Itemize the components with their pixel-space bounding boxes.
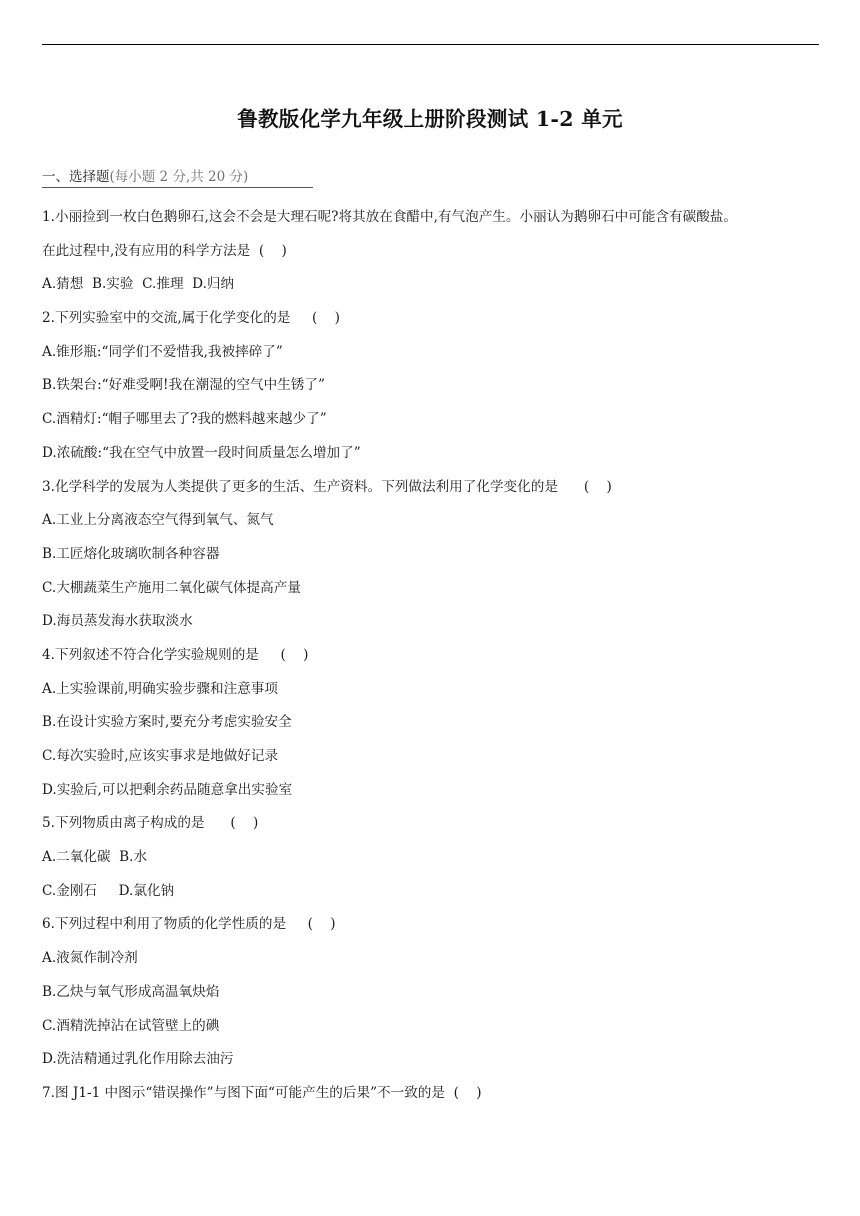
question-line: 3.化学科学的发展为人类提供了更多的生活、生产资料。下列做法利用了化学变化的是 ( ) bbox=[42, 478, 612, 495]
option-line: C.酒精洗掉沾在试管壁上的碘 bbox=[42, 1017, 220, 1034]
option-line: D.海员蒸发海水获取淡水 bbox=[42, 613, 193, 630]
question-line: 6.下列过程中利用了物质的化学性质的是 ( ) bbox=[42, 916, 336, 933]
option-line: C.金刚石 D.氯化钠 bbox=[42, 882, 175, 899]
option-line: B.工匠熔化玻璃吹制各种容器 bbox=[42, 545, 220, 562]
option-line: C.每次实验时,应该实事求是地做好记录 bbox=[42, 748, 279, 764]
option-line: A.上实验课前,明确实验步骤和注意事项 bbox=[42, 680, 278, 697]
header-rule bbox=[42, 44, 819, 45]
question-line: 2.下列实验室中的交流,属于化学变化的是 ( ) bbox=[42, 310, 340, 327]
question-list bbox=[42, 201, 842, 1111]
page-title: 鲁教版化学九年级上册阶段测试 1-2 单元 bbox=[237, 106, 623, 131]
option-line: B.在设计实验方案时,要充分考虑实验安全 bbox=[42, 714, 292, 731]
question-line: 5.下列物质由离子构成的是 ( ) bbox=[42, 815, 259, 832]
section-heading bbox=[42, 167, 313, 188]
option-line: C.大棚蔬菜生产施用二氧化碳气体提高产量 bbox=[42, 579, 301, 596]
option-line: A.锥形瓶:“同学们不爱惜我,我被摔碎了” bbox=[42, 343, 283, 360]
option-line: B.乙炔与氧气形成高温氧炔焰 bbox=[42, 983, 220, 1000]
option-line: B.铁架台:“好难受啊!我在潮湿的空气中生锈了” bbox=[42, 377, 325, 394]
question-line: 4.下列叙述不符合化学实验规则的是 ( ) bbox=[42, 646, 309, 663]
question-line: 在此过程中,没有应用的科学方法是 ( ) bbox=[42, 242, 287, 259]
option-line: D.浓硫酸:“我在空气中放置一段时间质量怎么增加了” bbox=[42, 444, 361, 461]
question-line: 1.小丽捡到一枚白色鹅卵石,这会不会是大理石呢?将其放在食醋中,有气泡产生。小丽认为鹅卵石中可能含有碳酸盐。 bbox=[42, 209, 737, 225]
question-line: 7.图 J1-1 中图示“错误操作”与图下面“可能产生的后果”不一致的是 ( ) bbox=[42, 1084, 482, 1101]
option-line: A.猜想 B.实验 C.推理 D.归纳 bbox=[42, 276, 235, 293]
option-line: A.工业上分离液态空气得到氧气、氮气 bbox=[42, 512, 274, 529]
section-heading-note: (每小题 2 分,共 20 分) bbox=[109, 169, 249, 185]
option-line: D.洗洁精通过乳化作用除去油污 bbox=[42, 1051, 234, 1068]
option-line: A.液氮作制冷剂 bbox=[42, 950, 138, 967]
section-heading-label: 一、选择题 bbox=[42, 169, 110, 185]
option-line: D.实验后,可以把剩余药品随意拿出实验室 bbox=[42, 781, 293, 798]
option-line: A.二氧化碳 B.水 bbox=[42, 849, 148, 866]
option-line: C.酒精灯:“帽子哪里去了?我的燃料越来越少了” bbox=[42, 411, 327, 428]
